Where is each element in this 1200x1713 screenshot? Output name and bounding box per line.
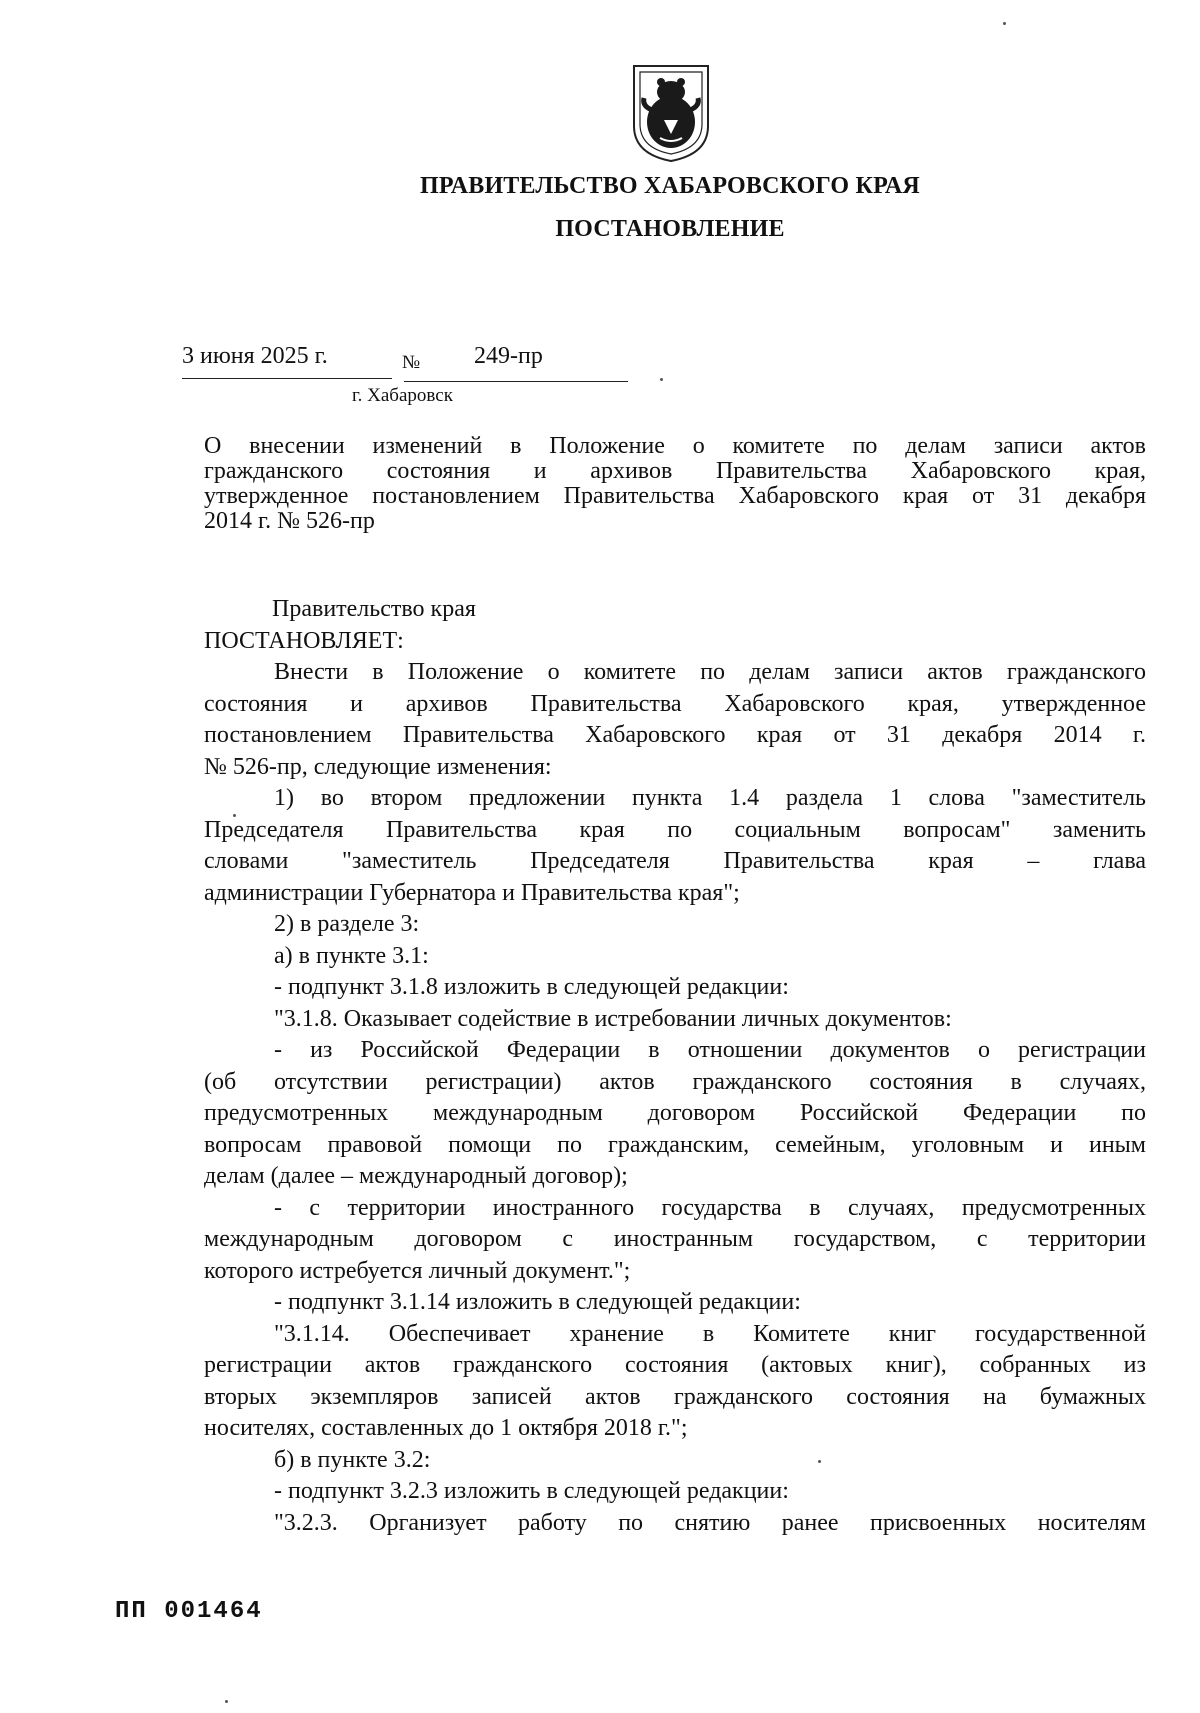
coat-of-arms-icon: [630, 62, 712, 164]
body-line: 1) во втором предложении пункта 1.4 раздела 1 слова "заместитель: [274, 785, 1146, 811]
body-line: ПОСТАНОВЛЯЕТ:: [204, 627, 404, 654]
body-line: - из Российской Федерации в отношении документов о регистрации: [274, 1037, 1146, 1063]
body-line: носителях, составленных до 1 октября 2018 г.";: [204, 1415, 688, 1441]
body-line: - подпункт 3.2.3 изложить в следующей редакции:: [274, 1478, 789, 1504]
scan-speck: [818, 1460, 821, 1463]
document-city: г. Хабаровск: [352, 385, 453, 406]
body-line: (об отсутствии регистрации) актов гражданского состояния в случаях,: [204, 1068, 1146, 1095]
title-line: 2014 г. № 526-пр: [204, 508, 375, 534]
number-underline: [404, 381, 628, 382]
scan-speck: [233, 814, 236, 817]
form-code: ПП 001464: [115, 1598, 263, 1625]
body-line: "3.1.14. Обеспечивает хранение в Комитете книг государственной: [274, 1320, 1146, 1347]
title-line: утвержденное постановлением Правительства Хабаровского края от 31 декабря: [204, 483, 1146, 509]
body-line: б) в пункте 3.2:: [274, 1446, 431, 1473]
scan-speck: [1003, 22, 1006, 25]
body-line: - с территории иностранного государства в случаях, предусмотренных: [274, 1194, 1146, 1221]
body-line: предусмотренных международным договором Российской Федерации по: [204, 1100, 1146, 1126]
government-name: ПРАВИТЕЛЬСТВО ХАБАРОВСКОГО КРАЯ: [420, 173, 920, 199]
body-line: "3.2.3. Организует работу по снятию ранее присвоенных носителям: [274, 1509, 1146, 1536]
body-line: постановлением Правительства Хабаровского края от 31 декабря 2014 г.: [204, 722, 1146, 748]
document-date: 3 июня 2025 г.: [182, 343, 328, 369]
document-type: ПОСТАНОВЛЕНИЕ: [555, 216, 785, 242]
scan-speck: [225, 1700, 228, 1703]
body-line: Председателя Правительства края по социальным вопросам" заменить: [204, 816, 1146, 843]
body-line: - подпункт 3.1.8 изложить в следующей редакции:: [274, 974, 789, 1000]
body-line: Внести в Положение о комитете по делам записи актов гражданского: [274, 659, 1146, 685]
document-title: [204, 434, 1146, 534]
scan-speck: [660, 378, 663, 381]
body-line: Правительство края: [272, 596, 476, 622]
body-line: № 526-пр, следующие изменения:: [204, 753, 552, 780]
body-line: словами "заместитель Председателя Правительства края – глава: [204, 848, 1146, 874]
body-line: регистрации актов гражданского состояния (актовых книг), собранных из: [204, 1352, 1146, 1378]
document-number: 249-пр: [474, 343, 543, 369]
body-line: 2) в разделе 3:: [274, 911, 420, 937]
body-line: которого истребуется личный документ.";: [204, 1257, 631, 1284]
body-line: делам (далее – международный договор);: [204, 1163, 628, 1189]
body-line: международным договором с иностранным государством, с территории: [204, 1226, 1146, 1252]
body-line: - подпункт 3.1.14 изложить в следующей редакции:: [274, 1289, 801, 1315]
document-body: [204, 594, 1146, 1539]
body-line: а) в пункте 3.1:: [274, 942, 429, 969]
title-line: гражданского состояния и архивов Правительства Хабаровского края,: [204, 458, 1146, 484]
body-line: администрации Губернатора и Правительства края";: [204, 879, 740, 906]
body-line: вторых экземпляров записей актов гражданского состояния на бумажных: [204, 1383, 1146, 1410]
body-line: "3.1.8. Оказывает содействие в истребовании личных документов:: [274, 1005, 952, 1032]
date-underline: [182, 378, 392, 379]
number-sign: №: [402, 352, 421, 373]
body-line: состояния и архивов Правительства Хабаровского края, утвержденное: [204, 690, 1146, 717]
body-line: вопросам правовой помощи по гражданским, семейным, уголовным и иным: [204, 1131, 1146, 1158]
title-line: О внесении изменений в Положение о комитете по делам записи актов: [204, 433, 1146, 459]
